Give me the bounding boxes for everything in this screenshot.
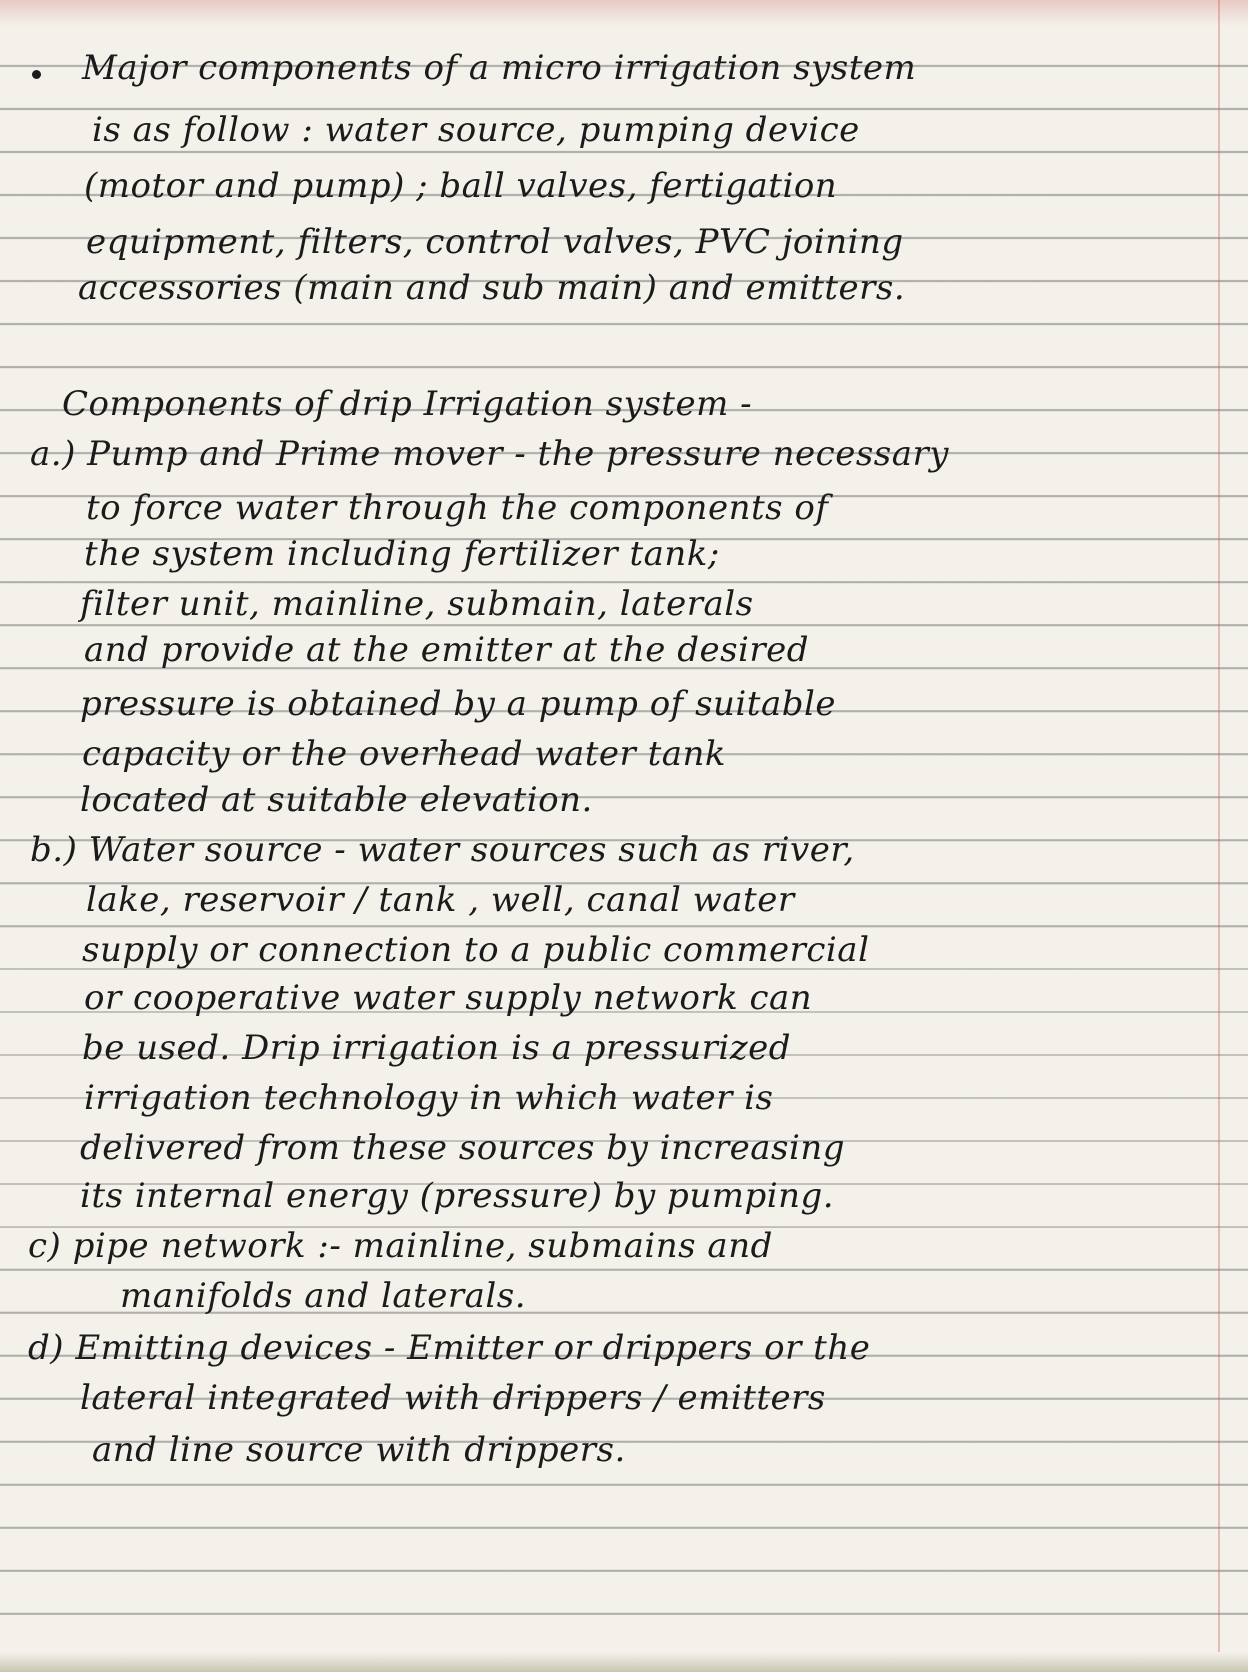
text-line: and line source with drippers. [92, 1430, 626, 1470]
text-line: (motor and pump) ; ball valves, fertigation [84, 166, 838, 206]
text-line: pressure is obtained by a pump of suitable [80, 684, 836, 724]
text-line: lake, reservoir / tank , well, canal water [86, 880, 795, 920]
text-line: Major components of a micro irrigation system [82, 48, 917, 88]
text-line: d) Emitting devices - Emitter or drippers or the [28, 1328, 871, 1368]
page-top-edge [0, 0, 1248, 26]
margin-line [1218, 0, 1220, 1672]
text-line: to force water through the components of [86, 488, 829, 528]
text-line: a.) Pump and Prime mover - the pressure necessary [30, 434, 949, 474]
text-line: located at suitable elevation. [80, 780, 593, 820]
text-line: accessories (main and sub main) and emitters. [78, 268, 906, 308]
bullet-dot [32, 70, 41, 79]
text-line: is as follow : water source, pumping device [92, 110, 860, 150]
text-line: its internal energy (pressure) by pumping. [80, 1176, 835, 1216]
text-line: delivered from these sources by increasing [80, 1128, 846, 1168]
text-line: b.) Water source - water sources such as river, [30, 830, 855, 870]
text-line: c) pipe network :- mainline, submains and [28, 1226, 773, 1266]
text-line: or cooperative water supply network can [84, 978, 813, 1018]
text-line: be used. Drip irrigation is a pressurized [82, 1028, 792, 1068]
section-heading: Components of drip Irrigation system - [62, 384, 753, 424]
text-line: irrigation technology in which water is [84, 1078, 774, 1118]
text-line: equipment, filters, control valves, PVC joining [86, 222, 904, 262]
text-line: manifolds and laterals. [120, 1276, 527, 1316]
text-line: lateral integrated with drippers / emitters [80, 1378, 826, 1418]
text-line: capacity or the overhead water tank [82, 734, 727, 774]
page-bottom-edge [0, 1652, 1248, 1672]
text-line: the system including fertilizer tank; [84, 534, 720, 574]
text-line: and provide at the emitter at the desired [84, 630, 810, 670]
text-line: supply or connection to a public commercial [82, 930, 870, 970]
text-line: filter unit, mainline, submain, laterals [80, 584, 754, 624]
